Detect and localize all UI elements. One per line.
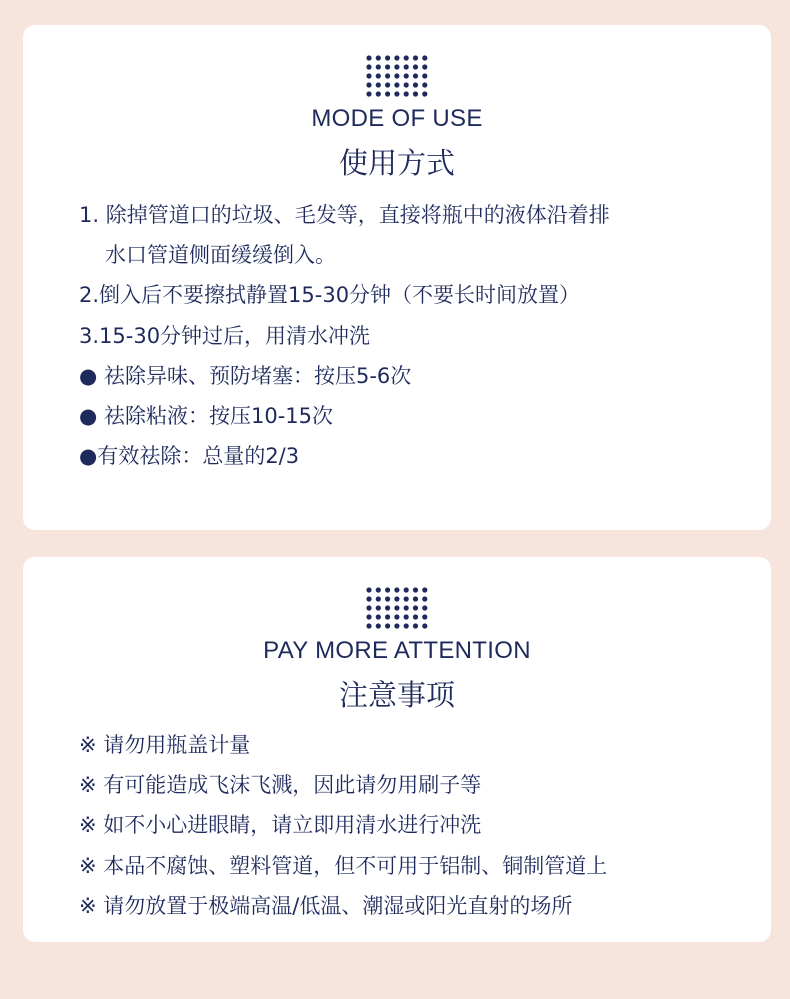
dot: [376, 64, 381, 69]
dot: [366, 596, 371, 601]
dot: [404, 55, 409, 60]
dot: [376, 55, 381, 60]
attention-note: ※ 本品不腐蚀、塑料管道，但不可用于铝制、铜制管道上: [79, 853, 608, 878]
dot: [404, 605, 409, 610]
attention-card: [23, 557, 771, 942]
dot: [394, 605, 399, 610]
dot: [376, 623, 381, 628]
attention-note: ※ 如不小心进眼睛，请立即用清水进行冲洗: [79, 813, 482, 838]
dot: [422, 64, 427, 69]
dot-grid-icon: [365, 54, 429, 98]
dot: [413, 82, 418, 87]
dot: [366, 587, 371, 592]
dot: [394, 64, 399, 69]
dot: [366, 91, 371, 96]
dot-grid-icon: [365, 586, 429, 630]
dot: [394, 587, 399, 592]
dot: [422, 596, 427, 601]
mode-of-use-title-zh: 使用方式: [338, 146, 455, 180]
dot: [394, 623, 399, 628]
usage-step-1: 1. 除掉管道口的垃圾、毛发等，直接将瓶中的液体沿着排: [79, 203, 610, 227]
dot: [422, 91, 427, 96]
dot: [376, 73, 381, 78]
dot: [413, 623, 418, 628]
dot: [404, 91, 409, 96]
dot: [413, 614, 418, 619]
attention-note: ※ 请勿放置于极端高温/低温、潮湿或阳光直射的场所: [79, 893, 573, 918]
dot: [385, 596, 390, 601]
dot: [413, 55, 418, 60]
dot: [413, 64, 418, 69]
dot: [422, 623, 427, 628]
dot: [376, 605, 381, 610]
dot: [376, 91, 381, 96]
dot: [385, 64, 390, 69]
dot: [404, 587, 409, 592]
dot: [376, 82, 381, 87]
dot: [366, 623, 371, 628]
attention-note: ※ 请勿用瓶盖计量: [79, 733, 251, 757]
dot: [413, 605, 418, 610]
dot: [404, 614, 409, 619]
dot: [422, 73, 427, 78]
attention-notes: [79, 725, 739, 926]
dot: [404, 82, 409, 87]
dot: [385, 605, 390, 610]
dot: [394, 614, 399, 619]
dot: [413, 91, 418, 96]
dot: [422, 55, 427, 60]
dot: [422, 605, 427, 610]
dot: [366, 64, 371, 69]
dot: [385, 587, 390, 592]
usage-step-3: 3.15-30分钟过后，用清水冲洗: [79, 323, 371, 348]
usage-instructions: [79, 195, 739, 476]
dot: [404, 596, 409, 601]
dot: [385, 623, 390, 628]
dot: [413, 596, 418, 601]
dot: [385, 82, 390, 87]
dot: [422, 587, 427, 592]
dot: [376, 587, 381, 592]
dot: [366, 55, 371, 60]
dot: [394, 91, 399, 96]
dot: [394, 82, 399, 87]
dot: [385, 614, 390, 619]
dot: [394, 55, 399, 60]
dot: [366, 73, 371, 78]
dot: [385, 91, 390, 96]
usage-bullet-effective: ●有效祛除：总量的2/3: [79, 444, 300, 469]
dot: [404, 623, 409, 628]
dot: [394, 596, 399, 601]
usage-step-1-continued: 水口管道侧面缓缓倒入。: [105, 243, 336, 268]
mode-of-use-card: [23, 25, 771, 530]
dot: [376, 596, 381, 601]
dot: [404, 64, 409, 69]
dot: [366, 82, 371, 87]
usage-bullet-mucus: ● 祛除粘液：按压10-15次: [79, 403, 334, 428]
dot: [366, 614, 371, 619]
dot: [385, 73, 390, 78]
attention-title-zh: 注意事项: [338, 678, 455, 712]
mode-of-use-title-en: MODE OF USE: [311, 105, 483, 132]
attention-title-en: PAY MORE ATTENTION: [263, 637, 531, 664]
attention-note: ※ 有可能造成飞沫飞溅，因此请勿用刷子等: [79, 773, 482, 798]
usage-bullet-odor: ● 祛除异味、预防堵塞：按压5-6次: [79, 363, 412, 388]
dot: [376, 614, 381, 619]
dot: [413, 587, 418, 592]
dot: [422, 614, 427, 619]
dot: [404, 73, 409, 78]
dot: [413, 73, 418, 78]
dot: [366, 605, 371, 610]
dot: [385, 55, 390, 60]
usage-step-2: 2.倒入后不要擦拭静置15-30分钟（不要长时间放置）: [79, 283, 581, 308]
dot: [422, 82, 427, 87]
dot: [394, 73, 399, 78]
